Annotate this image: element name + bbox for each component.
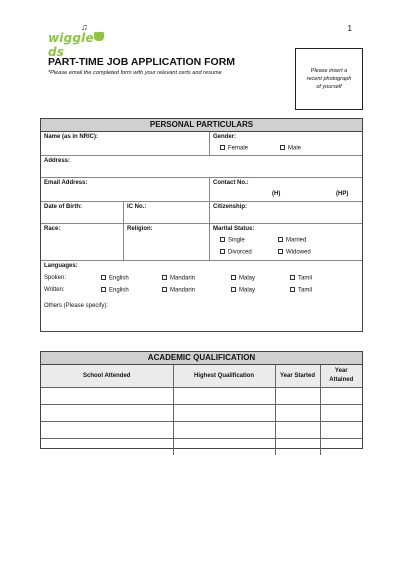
- column-year-started: Year Started: [275, 365, 320, 388]
- year-attained-cell[interactable]: [320, 405, 362, 422]
- column-highest-qualification: Highest Qualification: [173, 365, 275, 388]
- spoken-mandarin[interactable]: Mandarin: [162, 275, 195, 282]
- gender-option-male[interactable]: Male: [280, 145, 301, 152]
- year-attained-cell[interactable]: [320, 439, 362, 456]
- year-started-cell[interactable]: [275, 405, 320, 422]
- academic-table-header-row: [41, 365, 362, 388]
- dob-ic-citizenship-row: [41, 202, 362, 224]
- year-attained-cell[interactable]: [320, 422, 362, 439]
- checkbox-icon: [280, 145, 285, 150]
- marital-option-widowed[interactable]: Widowed: [278, 249, 311, 256]
- year-started-cell[interactable]: [275, 388, 320, 405]
- checkbox-icon: [101, 287, 106, 292]
- checkbox-icon: [231, 287, 236, 292]
- personal-particulars-section: [40, 118, 363, 332]
- checkbox-icon: [231, 275, 236, 280]
- qualification-cell[interactable]: [173, 405, 275, 422]
- spoken-malay[interactable]: Malay: [231, 275, 255, 282]
- photo-instruction: Please insert a recent photograph of yourself: [306, 68, 352, 90]
- written-english[interactable]: English: [101, 287, 129, 294]
- checkbox-icon: [278, 249, 283, 254]
- form-subtitle: *Please email the completed form with your relevant certs and resume: [48, 70, 222, 76]
- marital-option-single[interactable]: Single: [220, 237, 245, 244]
- race-field[interactable]: [41, 224, 123, 260]
- gender-cell: [209, 132, 362, 155]
- page-number: 1: [347, 24, 352, 33]
- marital-cell: [209, 224, 362, 260]
- race-label: Race:: [44, 226, 61, 232]
- column-school-attended: School Attended: [41, 365, 173, 388]
- race-religion-marital-row: [41, 224, 362, 261]
- logo-text: wiggleds: [48, 31, 94, 59]
- personal-particulars-header: PERSONAL PARTICULARS: [41, 119, 362, 132]
- dob-field[interactable]: [41, 202, 123, 223]
- religion-field[interactable]: [123, 224, 209, 260]
- languages-label: Languages:: [44, 263, 78, 269]
- address-field[interactable]: [41, 156, 362, 177]
- gender-option-female[interactable]: Female: [220, 145, 248, 152]
- year-started-cell[interactable]: [275, 422, 320, 439]
- academic-qualification-header: ACADEMIC QUALIFICATION: [41, 352, 362, 365]
- school-cell[interactable]: [41, 405, 173, 422]
- contact-mobile-label: (HP): [336, 191, 349, 197]
- school-cell[interactable]: [41, 422, 173, 439]
- languages-cell: [41, 261, 362, 332]
- written-malay[interactable]: Malay: [231, 287, 255, 294]
- checkbox-icon: [290, 275, 295, 280]
- photo-box[interactable]: [295, 48, 363, 110]
- qualification-cell[interactable]: [173, 388, 275, 405]
- table-row: [41, 439, 362, 456]
- table-row: [41, 422, 362, 439]
- year-attained-cell[interactable]: [320, 388, 362, 405]
- name-gender-row: [41, 132, 362, 156]
- citizenship-label: Citizenship:: [213, 204, 247, 210]
- email-field[interactable]: [41, 178, 209, 201]
- others-field[interactable]: Others (Please specify):: [44, 303, 109, 309]
- school-cell[interactable]: [41, 388, 173, 405]
- column-year-attained: Year Attained: [320, 365, 362, 388]
- table-row: [41, 388, 362, 405]
- pot-icon: [94, 32, 104, 41]
- spoken-english[interactable]: English: [101, 275, 129, 282]
- written-tamil[interactable]: Tamil: [290, 287, 312, 294]
- checkbox-icon: [162, 275, 167, 280]
- address-row: [41, 156, 362, 178]
- music-note-icon: ♫: [81, 22, 88, 32]
- citizenship-field[interactable]: [209, 202, 362, 223]
- table-row: [41, 405, 362, 422]
- contact-label: Contact No.:: [213, 180, 249, 186]
- religion-label: Religion:: [127, 226, 153, 232]
- email-contact-row: [41, 178, 362, 202]
- qualification-cell[interactable]: [173, 439, 275, 456]
- name-field[interactable]: [41, 132, 209, 155]
- email-label: Email Address:: [44, 180, 88, 186]
- name-label: Name (as in NRIC):: [44, 134, 99, 140]
- checkbox-icon: [220, 249, 225, 254]
- contact-home-label: (H): [272, 191, 281, 197]
- address-label: Address:: [44, 158, 71, 164]
- spoken-label: Spoken:: [44, 275, 67, 281]
- written-mandarin[interactable]: Mandarin: [162, 287, 195, 294]
- checkbox-icon: [162, 287, 167, 292]
- academic-qualification-section: [40, 351, 363, 449]
- spoken-tamil[interactable]: Tamil: [290, 275, 312, 282]
- gender-label: Gender:: [213, 134, 237, 140]
- checkbox-icon: [278, 237, 283, 242]
- form-title: PART-TIME JOB APPLICATION FORM: [48, 56, 236, 68]
- year-started-cell[interactable]: [275, 439, 320, 456]
- marital-option-married[interactable]: Married: [278, 237, 306, 244]
- academic-table: [41, 365, 362, 455]
- dob-label: Date of Birth:: [44, 204, 82, 210]
- written-label: Written:: [44, 287, 65, 293]
- school-cell[interactable]: [41, 439, 173, 456]
- contact-field[interactable]: [209, 178, 362, 201]
- checkbox-icon: [220, 145, 225, 150]
- ic-field[interactable]: [123, 202, 209, 223]
- marital-label: Marital Status:: [213, 226, 255, 232]
- languages-row: [41, 261, 362, 332]
- marital-option-divorced[interactable]: Divorced: [220, 249, 252, 256]
- checkbox-icon: [290, 287, 295, 292]
- company-logo: [48, 22, 116, 59]
- ic-label: IC No.:: [127, 204, 147, 210]
- checkbox-icon: [220, 237, 225, 242]
- qualification-cell[interactable]: [173, 422, 275, 439]
- checkbox-icon: [101, 275, 106, 280]
